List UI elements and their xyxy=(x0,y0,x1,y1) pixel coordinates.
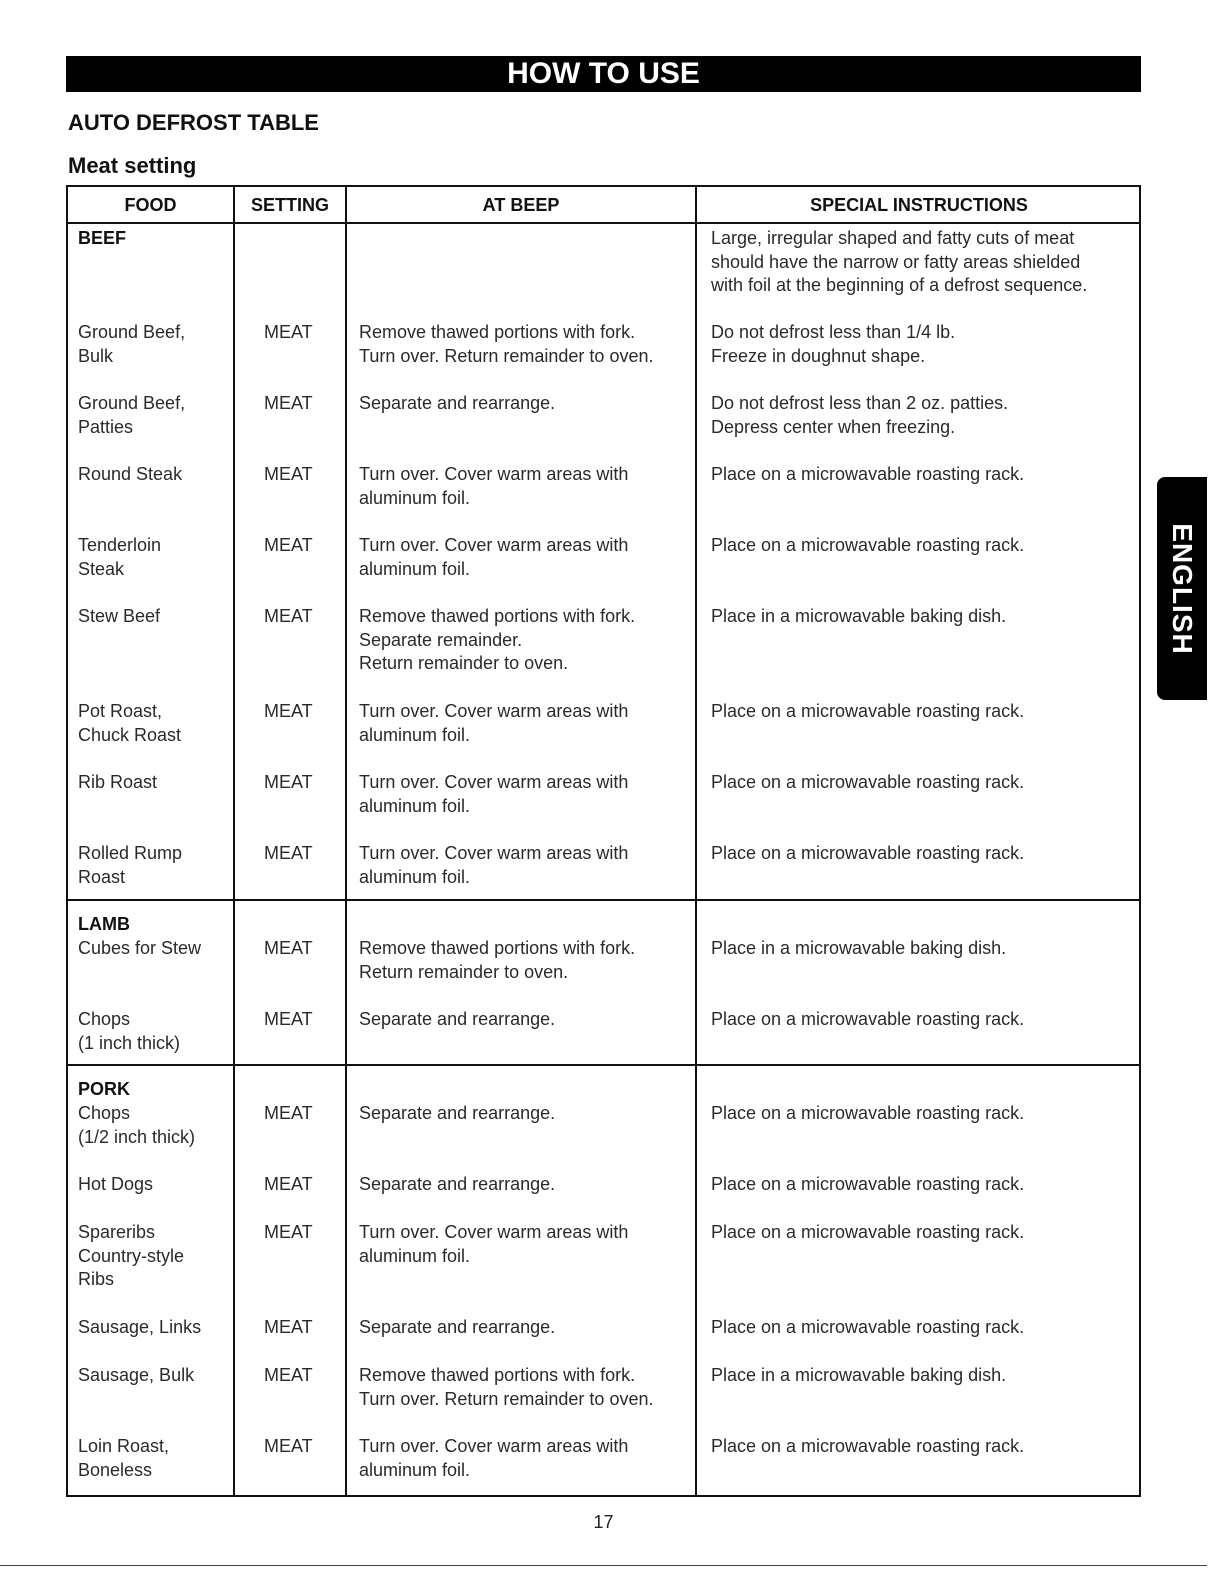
food-cell: Tenderloin Steak xyxy=(78,535,162,579)
at-beep-cell: Separate and rearrange. xyxy=(359,1009,556,1029)
page-banner: HOW TO USE xyxy=(66,56,1141,92)
instructions-cell: Place on a microwavable roasting rack. xyxy=(711,535,1025,555)
setting-cell: MEAT xyxy=(264,1103,313,1123)
group-divider xyxy=(68,899,1139,901)
food-cell: Spareribs Country-style Ribs xyxy=(78,1222,185,1289)
instructions-cell: Place on a microwavable roasting rack. xyxy=(711,1317,1025,1337)
food-cell: Chops (1 inch thick) xyxy=(78,1009,181,1053)
column-header-setting: SETTING xyxy=(250,195,329,215)
food-cell: Round Steak xyxy=(78,464,183,484)
column-header-food: FOOD xyxy=(124,195,177,215)
setting-cell: MEAT xyxy=(264,1365,313,1385)
instructions-cell: Place on a microwavable roasting rack. xyxy=(711,701,1025,721)
setting-cell: MEAT xyxy=(264,393,313,413)
at-beep-cell: Turn over. Cover warm areas with aluminum foil. xyxy=(359,464,629,508)
at-beep-cell: Separate and rearrange. xyxy=(359,1103,556,1123)
language-tab-label: ENGLISH xyxy=(1167,522,1198,655)
food-cell: Sausage, Links xyxy=(78,1317,202,1337)
food-cell: Loin Roast, Boneless xyxy=(78,1436,170,1480)
group-divider xyxy=(68,1064,1139,1066)
food-cell: Hot Dogs xyxy=(78,1174,154,1194)
column-header-special-instructions: SPECIAL INSTRUCTIONS xyxy=(810,195,1028,215)
at-beep-cell: Turn over. Cover warm areas with aluminum foil. xyxy=(359,1222,629,1266)
instructions-cell: Do not defrost less than 1/4 lb. Freeze in doughnut shape. xyxy=(711,322,956,366)
food-cell: Ground Beef, Patties xyxy=(78,393,186,437)
column-divider xyxy=(345,187,347,1495)
at-beep-cell: Remove thawed portions with fork. Return remainder to oven. xyxy=(359,938,636,982)
instructions-cell: Place in a microwavable baking dish. xyxy=(711,1365,1007,1385)
defrost-table xyxy=(66,185,1141,1497)
food-cell: Sausage, Bulk xyxy=(78,1365,195,1385)
at-beep-cell: Turn over. Cover warm areas with aluminum foil. xyxy=(359,1436,629,1480)
instructions-cell: Do not defrost less than 2 oz. patties. Depress center when freezing. xyxy=(711,393,1009,437)
setting-cell: MEAT xyxy=(264,1222,313,1242)
language-tab xyxy=(1157,477,1207,700)
setting-cell: MEAT xyxy=(264,322,313,342)
page-number: 17 xyxy=(593,1512,614,1532)
instructions-cell: Place on a microwavable roasting rack. xyxy=(711,1222,1025,1242)
at-beep-cell: Separate and rearrange. xyxy=(359,1317,556,1337)
setting-cell: MEAT xyxy=(264,772,313,792)
at-beep-cell: Remove thawed portions with fork. Turn over. Return remainder to oven. xyxy=(359,322,654,366)
instructions-cell: Place on a microwavable roasting rack. xyxy=(711,843,1025,863)
group-label-lamb: LAMB xyxy=(78,914,130,934)
food-cell: Pot Roast, Chuck Roast xyxy=(78,701,182,745)
at-beep-cell: Turn over. Cover warm areas with aluminum foil. xyxy=(359,772,629,816)
instructions-cell: Place on a microwavable roasting rack. xyxy=(711,772,1025,792)
instructions-cell: Place on a microwavable roasting rack. xyxy=(711,464,1025,484)
group-label-pork: PORK xyxy=(78,1079,131,1099)
setting-cell: MEAT xyxy=(264,938,313,958)
instructions-cell: Place in a microwavable baking dish. xyxy=(711,938,1007,958)
setting-cell: MEAT xyxy=(264,1436,313,1456)
food-cell: Stew Beef xyxy=(78,606,161,626)
setting-cell: MEAT xyxy=(264,843,313,863)
at-beep-cell: Separate and rearrange. xyxy=(359,393,556,413)
section-title: AUTO DEFROST TABLE xyxy=(68,110,319,135)
setting-cell: MEAT xyxy=(264,535,313,555)
instructions-cell: Place in a microwavable baking dish. xyxy=(711,606,1007,626)
instructions-cell: Place on a microwavable roasting rack. xyxy=(711,1103,1025,1123)
setting-cell: MEAT xyxy=(264,606,313,626)
bottom-rule xyxy=(0,1565,1207,1566)
food-cell: Ground Beef, Bulk xyxy=(78,322,186,366)
setting-cell: MEAT xyxy=(264,1174,313,1194)
food-cell: Chops (1/2 inch thick) xyxy=(78,1103,196,1147)
at-beep-cell: Turn over. Cover warm areas with aluminum foil. xyxy=(359,535,629,579)
setting-cell: MEAT xyxy=(264,464,313,484)
instructions-cell: Place on a microwavable roasting rack. xyxy=(711,1174,1025,1194)
at-beep-cell: Separate and rearrange. xyxy=(359,1174,556,1194)
setting-cell: MEAT xyxy=(264,701,313,721)
setting-cell: MEAT xyxy=(264,1009,313,1029)
subsection-title: Meat setting xyxy=(68,153,197,178)
setting-cell: MEAT xyxy=(264,1317,313,1337)
food-cell: Cubes for Stew xyxy=(78,938,202,958)
column-divider xyxy=(695,187,697,1495)
at-beep-cell: Turn over. Cover warm areas with aluminum foil. xyxy=(359,843,629,887)
group-note: Large, irregular shaped and fatty cuts of meat should have the narrow or fatty areas shielded with foil at the beginning of a defrost sequence. xyxy=(711,228,1088,295)
at-beep-cell: Turn over. Cover warm areas with aluminum foil. xyxy=(359,701,629,745)
column-header-at-beep: AT BEEP xyxy=(482,195,560,215)
column-divider xyxy=(233,187,235,1495)
at-beep-cell: Remove thawed portions with fork. Separate remainder. Return remainder to oven. xyxy=(359,606,636,673)
food-cell: Rolled Rump Roast xyxy=(78,843,183,887)
food-cell: Rib Roast xyxy=(78,772,158,792)
instructions-cell: Place on a microwavable roasting rack. xyxy=(711,1009,1025,1029)
at-beep-cell: Remove thawed portions with fork. Turn over. Return remainder to oven. xyxy=(359,1365,654,1409)
header-divider xyxy=(68,222,1139,224)
instructions-cell: Place on a microwavable roasting rack. xyxy=(711,1436,1025,1456)
group-label-beef: BEEF xyxy=(78,228,127,248)
